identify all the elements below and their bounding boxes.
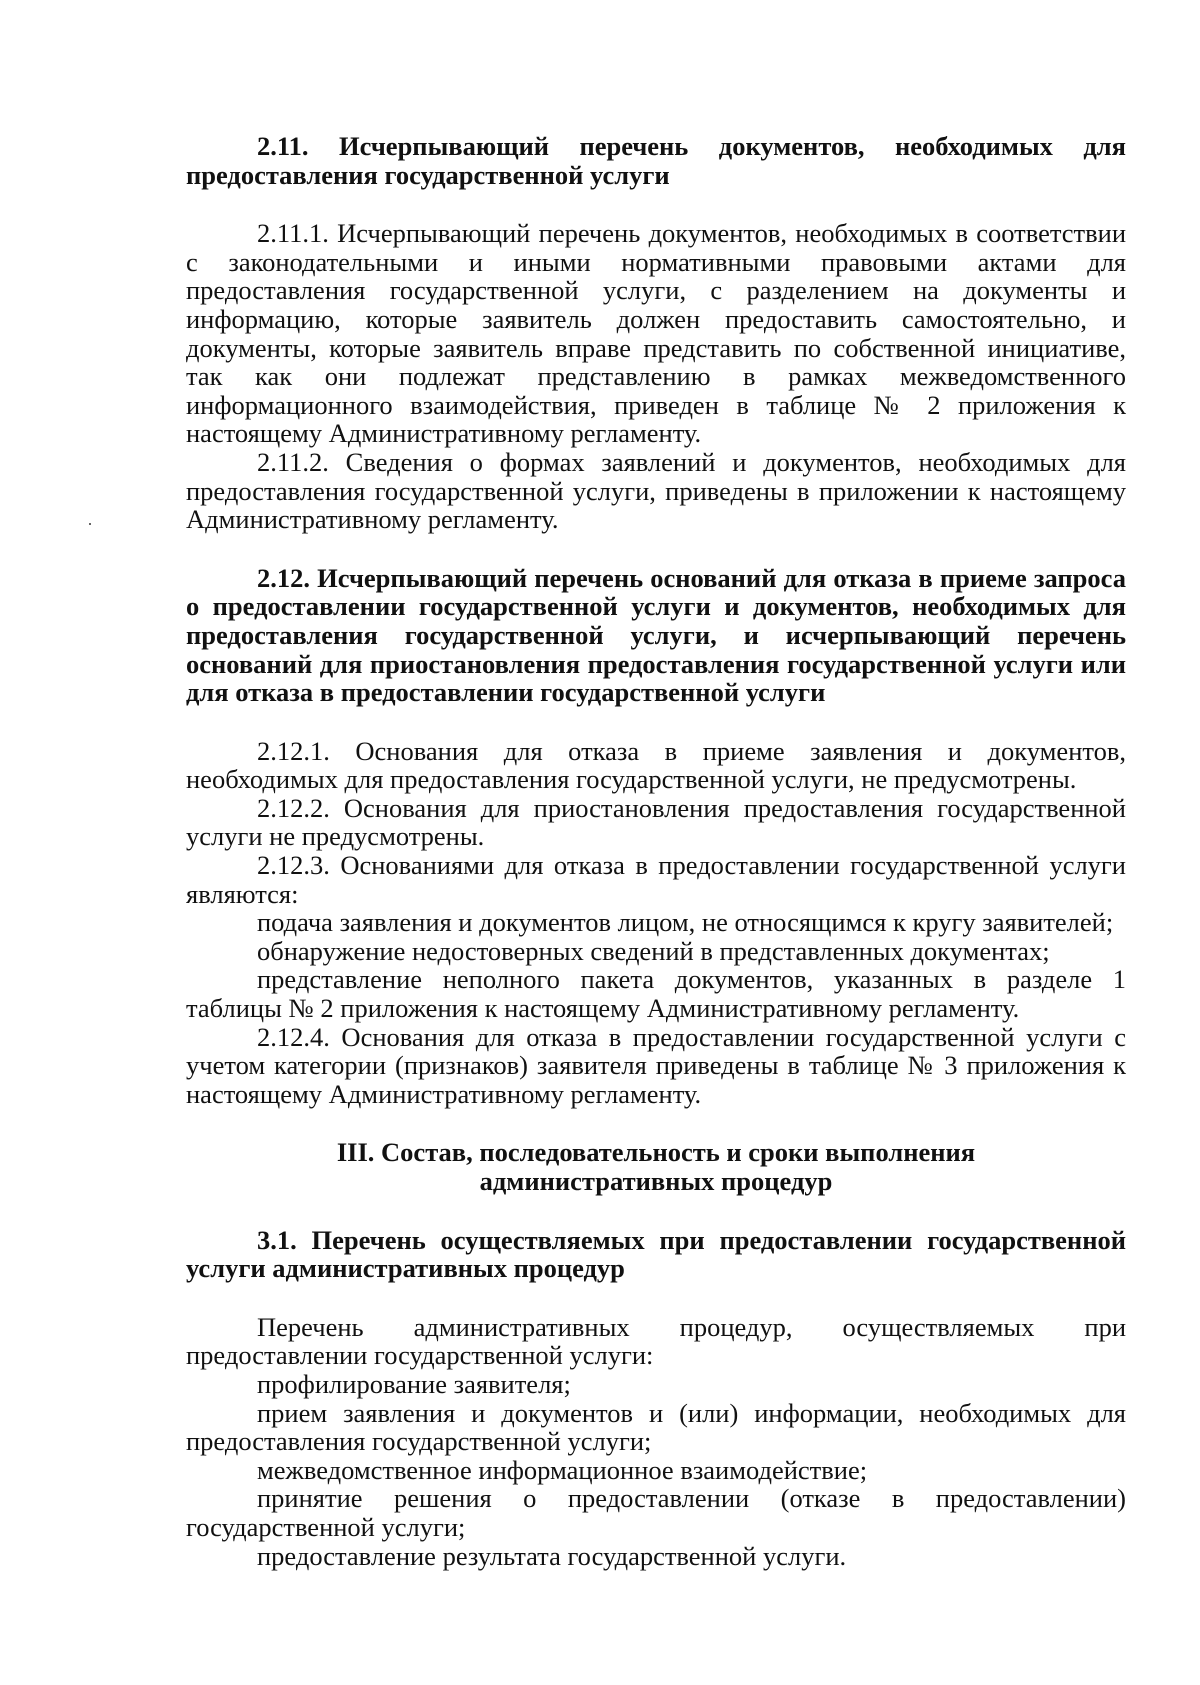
paragraph-2-12-4: 2.12.4. Основания для отказа в предоставлении государственной услуги с учетом категории (признаков) заявителя приведены в таблице № 3 приложения к настоящему Административному регламенту.: [186, 1021, 1126, 1109]
section-2-11-heading: 2.11. Исчерпывающий перечень документов, необходимых для предоставления государственной услуги: [186, 131, 1126, 190]
list-item: межведомственное информационное взаимодействие;: [257, 1454, 868, 1485]
paragraph-3-1-intro: Перечень административных процедур, осуществляемых при предоставлении государственной услуги:: [186, 1311, 1126, 1371]
document-page: [186, 132, 1126, 1570]
section-3-1-heading: 3.1. Перечень осуществляемых при предоставлении государственной услуги административных процедур: [186, 1224, 1126, 1284]
chapter-3-title-line-2: административных процедур: [479, 1166, 833, 1196]
chapter-3-title-line-1: III. Состав, последовательность и сроки выполнения: [336, 1137, 976, 1168]
list-item: прием заявления и документов и (или) информации, необходимых для предоставления государственной услуги;: [186, 1397, 1126, 1457]
list-item: подача заявления и документов лицом, не относящимся к кругу заявителей;: [257, 907, 1114, 938]
paragraph-2-11-1: 2.11.1. Исчерпывающий перечень документов, необходимых в соответствии с законодательными и иными нормативными правовыми актами для предоставления государственной услуги, с разделением на документы и информацию, которые заявитель должен предоставить самостоятельно, и документы, которые заявитель вправе представить по собственной инициативе, так как они подлежат представлению в рамках межведомственного информационного взаимодействия, приведен в таблице № 2 приложения к настоящему Административному регламенту.: [186, 218, 1126, 449]
paragraph-2-11-2: 2.11.2. Сведения о формах заявлений и документов, необходимых для предоставления государственной услуги, приведены в приложении к настоящему Административному регламенту.: [186, 446, 1126, 535]
section-2-12-heading: 2.12. Исчерпывающий перечень оснований для отказа в приеме запроса о предоставлении государственной услуги и документов, необходимых для предоставления государственной услуги, и исчерпывающий перечень оснований для приостановления предоставления государственной услуги или для отказа в предоставлении государственной услуги: [186, 562, 1126, 708]
paragraph-2-12-3: 2.12.3. Основаниями для отказа в предоставлении государственной услуги являются:: [186, 850, 1126, 909]
list-item: представление неполного пакета документов, указанных в разделе 1 таблицы № 2 приложения к настоящему Административному регламенту.: [186, 964, 1126, 1024]
paragraph-2-12-1: 2.12.1. Основания для отказа в приеме заявления и документов, необходимых для предоставления государственной услуги, не предусмотрены.: [186, 735, 1126, 795]
list-item: обнаружение недостоверных сведений в представленных документах;: [257, 935, 1050, 966]
list-item: принятие решения о предоставлении (отказе в предоставлении) государственной услуги;: [186, 1483, 1126, 1542]
scan-artifact: [89, 523, 91, 525]
list-item: профилирование заявителя;: [257, 1368, 571, 1399]
paragraph-2-12-2: 2.12.2. Основания для приостановления предоставления государственной услуги не предусмотрены.: [186, 792, 1126, 852]
list-item: предоставление результата государственной услуги.: [257, 1540, 847, 1571]
